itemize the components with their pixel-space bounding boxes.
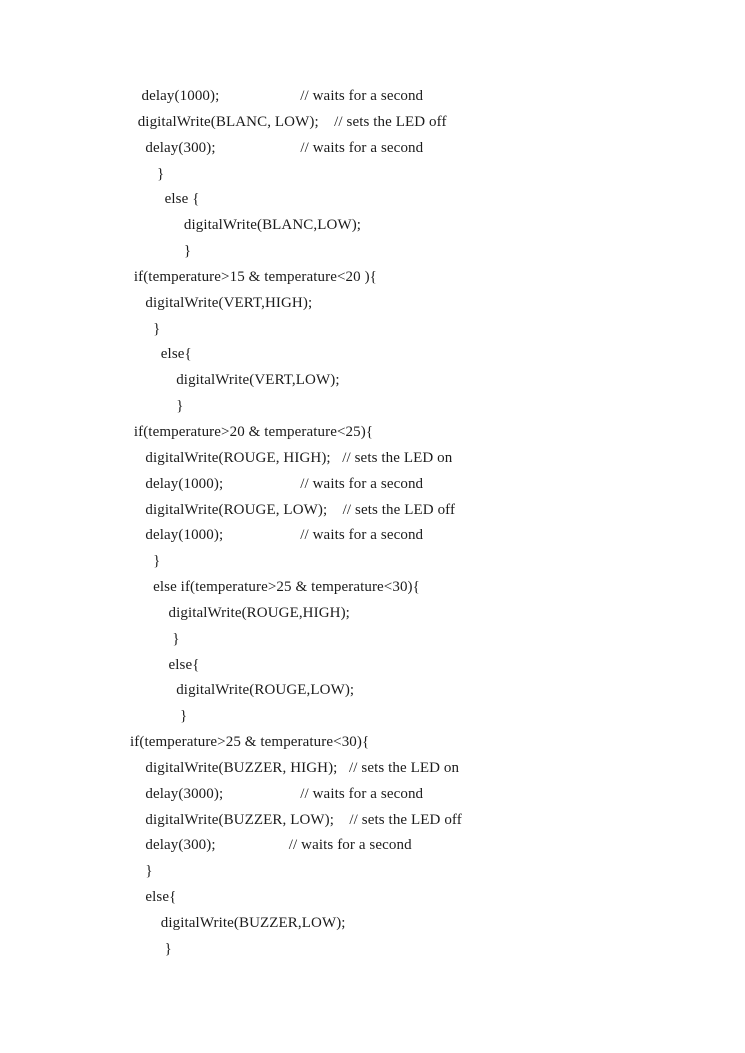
code-line: digitalWrite(ROUGE,HIGH); xyxy=(130,604,350,621)
code-line: } xyxy=(130,165,165,182)
code-line: } xyxy=(130,940,172,957)
code-line: else{ xyxy=(130,656,200,673)
code-line: delay(3000); // waits for a second xyxy=(130,785,424,802)
code-line: digitalWrite(ROUGE,LOW); xyxy=(130,682,355,699)
code-line: digitalWrite(VERT,HIGH); xyxy=(130,294,313,311)
code-line: else if(temperature>25 & temperature<30){ xyxy=(130,579,420,596)
code-line: delay(1000); // waits for a second xyxy=(130,527,424,544)
code-line: digitalWrite(BUZZER, HIGH); // sets the LED on xyxy=(130,759,460,776)
code-line: delay(300); // waits for a second xyxy=(130,139,424,156)
code-line: } xyxy=(130,398,184,415)
code-line: delay(300); // waits for a second xyxy=(130,837,412,854)
code-line: else{ xyxy=(130,346,192,363)
code-line: digitalWrite(BUZZER,LOW); xyxy=(130,915,346,931)
code-line: digitalWrite(ROUGE, HIGH); // sets the LED on xyxy=(130,449,453,466)
code-line: } xyxy=(130,863,153,880)
code-line: delay(1000); // waits for a second xyxy=(130,475,424,492)
code-line: } xyxy=(130,320,161,337)
code-line: else{ xyxy=(130,889,177,906)
code-line: } xyxy=(130,630,180,647)
code-line: digitalWrite(BLANC,LOW); xyxy=(130,217,362,234)
code-line: delay(1000); // waits for a second xyxy=(130,88,424,104)
code-line: digitalWrite(BUZZER, LOW); // sets the LED off xyxy=(130,811,462,828)
code-line: digitalWrite(VERT,LOW); xyxy=(130,372,340,389)
code-line: else { xyxy=(130,191,200,208)
code-line: digitalWrite(BLANC, LOW); // sets the LED off xyxy=(130,113,447,130)
code-line: if(temperature>25 & temperature<30){ xyxy=(130,734,370,751)
code-line: if(temperature>20 & temperature<25){ xyxy=(130,423,374,440)
code-line: digitalWrite(ROUGE, LOW); // sets the LED off xyxy=(130,501,456,518)
code-line: if(temperature>15 & temperature<20 ){ xyxy=(130,268,377,285)
code-line: } xyxy=(130,708,188,725)
code-line: } xyxy=(130,243,192,260)
code-line: } xyxy=(130,553,161,570)
code-block xyxy=(130,84,462,963)
